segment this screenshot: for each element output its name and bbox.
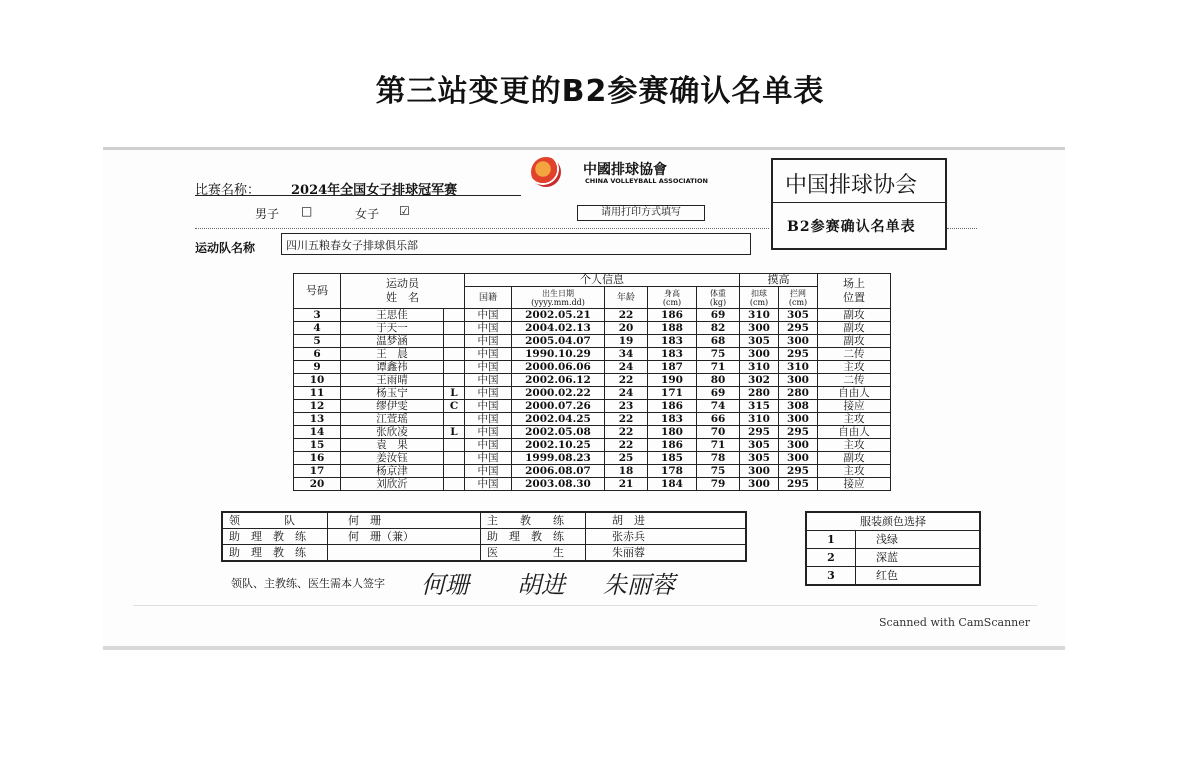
list-item (806, 549, 980, 567)
cell-position: 副攻 (818, 322, 891, 335)
cell-position: 接应 (818, 400, 891, 413)
table-row (294, 400, 891, 413)
cell-nationality: 中国 (465, 426, 512, 439)
table-row (294, 335, 891, 348)
header-height (648, 287, 697, 309)
uniform-number: 1 (806, 531, 856, 549)
sign-note: 领队、主教练、医生需本人签字 (231, 577, 385, 590)
team-name-box (281, 233, 751, 255)
header-spike (740, 287, 779, 309)
table-row (294, 322, 891, 335)
table-row (294, 426, 891, 439)
cell-height: 180 (648, 426, 697, 439)
association-divider (773, 202, 945, 203)
uniform-number: 3 (806, 567, 856, 586)
assistant2-value (328, 545, 481, 562)
cell-nationality: 中国 (465, 361, 512, 374)
match-name: 2024年全国女子排球冠军赛 (291, 183, 458, 198)
cell-spike: 315 (740, 400, 779, 413)
cell-name: 王思佳 (341, 309, 444, 322)
header-position-line1: 场上 (843, 277, 865, 290)
cell-block: 295 (779, 465, 818, 478)
cell-height: 186 (648, 400, 697, 413)
header-block (779, 287, 818, 309)
cell-age: 18 (605, 465, 648, 478)
dotted-divider-right (947, 228, 977, 229)
uniform-table (805, 511, 981, 586)
header-nationality: 国籍 (465, 287, 512, 309)
assistant3-value: 张赤兵 (586, 529, 747, 545)
cell-weight: 82 (697, 322, 740, 335)
cell-weight: 80 (697, 374, 740, 387)
cell-name: 温梦涵 (341, 335, 444, 348)
female-label: 女子 (355, 207, 380, 221)
cell-mark (444, 374, 465, 387)
cell-height: 187 (648, 361, 697, 374)
cell-weight: 75 (697, 348, 740, 361)
association-name: 中国排球协会 (785, 173, 918, 198)
cell-number: 10 (294, 374, 341, 387)
cell-age: 25 (605, 452, 648, 465)
cell-position: 主攻 (818, 361, 891, 374)
cell-age: 22 (605, 309, 648, 322)
cell-block: 308 (779, 400, 818, 413)
cell-age: 22 (605, 374, 648, 387)
head-coach-label: 主 教 练 (481, 512, 586, 529)
cell-name: 王雨晴 (341, 374, 444, 387)
cell-height: 183 (648, 335, 697, 348)
cell-weight: 75 (697, 465, 740, 478)
cell-age: 24 (605, 361, 648, 374)
cell-position: 自由人 (818, 387, 891, 400)
male-label: 男子 (255, 207, 280, 221)
cell-spike: 295 (740, 426, 779, 439)
cell-height: 183 (648, 413, 697, 426)
cell-age: 22 (605, 439, 648, 452)
print-note: 请用打印方式填写 (601, 207, 681, 218)
header-height-line1: 身高 (664, 288, 680, 298)
assistant-value: 何 珊（兼） (328, 529, 481, 545)
cell-block: 310 (779, 361, 818, 374)
association-box (771, 158, 947, 250)
header-athlete (341, 274, 465, 309)
cell-number: 14 (294, 426, 341, 439)
cell-number: 4 (294, 322, 341, 335)
cell-number: 15 (294, 439, 341, 452)
cell-number: 20 (294, 478, 341, 491)
table-row (294, 478, 891, 491)
cell-height: 190 (648, 374, 697, 387)
cell-name: 刘欣沂 (341, 478, 444, 491)
cell-name: 袁 果 (341, 439, 444, 452)
assistant-label: 助 理 教 练 (222, 529, 328, 545)
cell-weight: 79 (697, 478, 740, 491)
cell-weight: 74 (697, 400, 740, 413)
cell-spike: 300 (740, 322, 779, 335)
cell-spike: 310 (740, 309, 779, 322)
cell-birth: 2006.08.07 (512, 465, 605, 478)
list-item (806, 567, 980, 586)
header-position-line2: 位置 (843, 291, 865, 304)
cell-weight: 69 (697, 309, 740, 322)
staff-table (221, 511, 747, 562)
cell-birth: 2000.06.06 (512, 361, 605, 374)
doctor-value: 朱丽蓉 (586, 545, 747, 562)
uniform-body (806, 531, 980, 586)
footer-divider (133, 605, 1037, 606)
cell-name: 于天一 (341, 322, 444, 335)
header-birth-line1: 出生日期 (542, 288, 574, 298)
header-athlete-line1: 运动员 (386, 277, 419, 290)
cell-weight: 70 (697, 426, 740, 439)
cell-name: 缪伊雯 (341, 400, 444, 413)
female-checkbox: ☑ (399, 204, 410, 218)
cell-spike: 300 (740, 465, 779, 478)
cell-spike: 305 (740, 439, 779, 452)
uniform-color: 深蓝 (856, 549, 981, 567)
cell-height: 186 (648, 439, 697, 452)
cell-weight: 68 (697, 335, 740, 348)
cell-nationality: 中国 (465, 374, 512, 387)
cell-block: 295 (779, 348, 818, 361)
cell-number: 13 (294, 413, 341, 426)
cell-mark (444, 465, 465, 478)
cell-spike: 302 (740, 374, 779, 387)
cell-position: 二传 (818, 348, 891, 361)
roster-body (294, 309, 891, 491)
cell-birth: 2000.07.26 (512, 400, 605, 413)
header-spike-line2: (cm) (749, 297, 769, 307)
cell-name: 谭鑫祎 (341, 361, 444, 374)
header-reach: 摸高 (740, 274, 818, 287)
header-height-line2: (cm) (662, 297, 682, 307)
cell-mark: L (444, 387, 465, 400)
cell-height: 178 (648, 465, 697, 478)
cell-nationality: 中国 (465, 439, 512, 452)
cell-nationality: 中国 (465, 348, 512, 361)
header-birth (512, 287, 605, 309)
print-note-box (577, 205, 705, 221)
cell-position: 接应 (818, 478, 891, 491)
form-name: B2参赛确认名单表 (787, 219, 916, 235)
cell-mark (444, 322, 465, 335)
dotted-divider (195, 228, 769, 229)
table-row (294, 374, 891, 387)
cell-position: 自由人 (818, 426, 891, 439)
cell-age: 22 (605, 426, 648, 439)
table-row (294, 361, 891, 374)
cell-number: 5 (294, 335, 341, 348)
header-block-line2: (cm) (788, 297, 808, 307)
cell-weight: 66 (697, 413, 740, 426)
cell-position: 二传 (818, 374, 891, 387)
cell-height: 185 (648, 452, 697, 465)
cell-position: 主攻 (818, 413, 891, 426)
cell-number: 17 (294, 465, 341, 478)
cell-birth: 2002.06.12 (512, 374, 605, 387)
cell-birth: 1999.08.23 (512, 452, 605, 465)
cell-nationality: 中国 (465, 322, 512, 335)
header-birth-line2: (yyyy.mm.dd) (531, 297, 585, 307)
uniform-color: 浅绿 (856, 531, 981, 549)
scanner-note: Scanned with CamScanner (879, 616, 1031, 629)
header-block-line1: 拦网 (790, 288, 806, 298)
doctor-label: 医 生 (481, 545, 586, 562)
cell-height: 188 (648, 322, 697, 335)
cell-height: 186 (648, 309, 697, 322)
cell-number: 3 (294, 309, 341, 322)
cell-spike: 305 (740, 452, 779, 465)
cell-nationality: 中国 (465, 452, 512, 465)
cell-block: 305 (779, 309, 818, 322)
uniform-title: 服装颜色选择 (806, 512, 980, 531)
logo-en: CHINA VOLLEYBALL ASSOCIATION (585, 177, 708, 185)
cell-name: 王 晨 (341, 348, 444, 361)
cell-nationality: 中国 (465, 400, 512, 413)
cell-name: 杨玉宁 (341, 387, 444, 400)
cell-name: 江萱瑶 (341, 413, 444, 426)
match-underline (195, 195, 521, 196)
roster-table (293, 273, 891, 491)
cell-height: 171 (648, 387, 697, 400)
male-checkbox: □ (301, 204, 313, 218)
cell-nationality: 中国 (465, 387, 512, 400)
cell-nationality: 中国 (465, 413, 512, 426)
cell-mark (444, 361, 465, 374)
cell-spike: 300 (740, 478, 779, 491)
signature-doctor: 朱丽蓉 (603, 571, 675, 599)
leader-label: 领 队 (222, 512, 328, 529)
cell-mark (444, 309, 465, 322)
assistant3-label: 助 理 教 练 (481, 529, 586, 545)
cell-mark (444, 478, 465, 491)
cell-birth: 2000.02.22 (512, 387, 605, 400)
cell-birth: 2002.05.08 (512, 426, 605, 439)
cell-age: 20 (605, 322, 648, 335)
header-position (818, 274, 891, 309)
cell-block: 300 (779, 413, 818, 426)
cell-mark: C (444, 400, 465, 413)
cell-birth: 2003.08.30 (512, 478, 605, 491)
cell-age: 22 (605, 413, 648, 426)
leader-value: 何 珊 (328, 512, 481, 529)
cell-nationality: 中国 (465, 478, 512, 491)
cell-spike: 310 (740, 361, 779, 374)
cell-weight: 71 (697, 439, 740, 452)
cell-age: 19 (605, 335, 648, 348)
cell-block: 280 (779, 387, 818, 400)
cell-block: 295 (779, 426, 818, 439)
cell-nationality: 中国 (465, 309, 512, 322)
table-row (294, 465, 891, 478)
cell-position: 副攻 (818, 335, 891, 348)
cell-position: 主攻 (818, 439, 891, 452)
cell-number: 16 (294, 452, 341, 465)
cell-block: 300 (779, 439, 818, 452)
cell-mark (444, 348, 465, 361)
cell-block: 295 (779, 322, 818, 335)
cell-age: 24 (605, 387, 648, 400)
signature-head-coach: 胡进 (517, 571, 565, 599)
table-row (294, 309, 891, 322)
table-row (294, 387, 891, 400)
cell-block: 295 (779, 478, 818, 491)
cell-position: 主攻 (818, 465, 891, 478)
cell-block: 300 (779, 374, 818, 387)
uniform-number: 2 (806, 549, 856, 567)
cell-nationality: 中国 (465, 335, 512, 348)
header-age: 年龄 (605, 287, 648, 309)
cell-age: 21 (605, 478, 648, 491)
uniform-color: 红色 (856, 567, 981, 586)
cell-weight: 69 (697, 387, 740, 400)
cell-spike: 310 (740, 413, 779, 426)
match-label: 比赛名称： (195, 183, 261, 198)
cell-block: 300 (779, 452, 818, 465)
cell-mark (444, 413, 465, 426)
cell-age: 34 (605, 348, 648, 361)
cell-birth: 2002.04.25 (512, 413, 605, 426)
cell-age: 23 (605, 400, 648, 413)
signature-leader: 何珊 (421, 571, 469, 599)
cell-spike: 280 (740, 387, 779, 400)
cell-birth: 2004.02.13 (512, 322, 605, 335)
header-spike-line1: 扣球 (751, 288, 767, 298)
cell-mark (444, 335, 465, 348)
header-personal-info: 个人信息 (465, 274, 740, 287)
table-row (294, 439, 891, 452)
list-item (806, 531, 980, 549)
page-title: 第三站变更的B2参赛确认名单表 (375, 74, 825, 109)
cell-name: 杨京津 (341, 465, 444, 478)
header-weight (697, 287, 740, 309)
cell-mark (444, 439, 465, 452)
cell-name: 张欣凌 (341, 426, 444, 439)
cell-weight: 78 (697, 452, 740, 465)
head-coach-value: 胡 进 (586, 512, 747, 529)
scanned-form (103, 147, 1065, 650)
header-weight-line1: 体重 (710, 288, 726, 298)
cell-number: 12 (294, 400, 341, 413)
cell-position: 副攻 (818, 309, 891, 322)
cell-name: 姜汝钰 (341, 452, 444, 465)
cell-birth: 2002.05.21 (512, 309, 605, 322)
team-name: 四川五粮春女子排球俱乐部 (286, 239, 418, 252)
header-weight-line2: (kg) (709, 297, 727, 307)
cell-block: 300 (779, 335, 818, 348)
header-number: 号码 (294, 274, 341, 309)
cell-spike: 300 (740, 348, 779, 361)
cva-logo-icon (531, 157, 561, 187)
logo-cn: 中國排球協會 (583, 162, 667, 178)
cell-mark (444, 452, 465, 465)
table-row (294, 348, 891, 361)
cell-number: 11 (294, 387, 341, 400)
table-row (294, 452, 891, 465)
cell-birth: 2002.10.25 (512, 439, 605, 452)
cell-spike: 305 (740, 335, 779, 348)
cell-weight: 71 (697, 361, 740, 374)
assistant2-label: 助 理 教 练 (222, 545, 328, 562)
cell-position: 副攻 (818, 452, 891, 465)
cell-height: 184 (648, 478, 697, 491)
cell-birth: 2005.04.07 (512, 335, 605, 348)
team-label: 运动队名称 (195, 241, 256, 255)
header-athlete-line2: 姓 名 (386, 291, 419, 304)
cell-number: 6 (294, 348, 341, 361)
cell-birth: 1990.10.29 (512, 348, 605, 361)
cell-height: 183 (648, 348, 697, 361)
cell-nationality: 中国 (465, 465, 512, 478)
cell-number: 9 (294, 361, 341, 374)
table-row (294, 413, 891, 426)
cell-mark: L (444, 426, 465, 439)
